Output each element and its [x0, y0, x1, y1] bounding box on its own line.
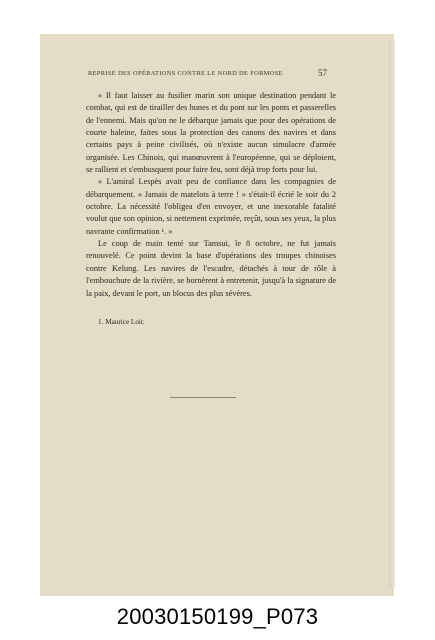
- page-number: 57: [318, 68, 327, 78]
- footnote: 1. Maurice Loir.: [98, 318, 145, 326]
- paragraph-1: « Il faut laisser au fusilier marin son unique destination pendant le combat, qui est de tirailler des hunes et du pont sur les ponts et passerelles de l'ennemi. Mais qu'on ne le débarque jamais que pour des opérations de courte haleine, faites sous la protection des canons des navires et dans certains pays à peine civilisés, où n'existe aucun simulacre d'armée organisée. Les Chinois, qui manœuvrent à l'européenne, qui se déploient, se rallient et s'embusquent pour faire feu, sont déjà trop forts pour lui.: [86, 91, 336, 175]
- body-text: [86, 90, 336, 300]
- page-edge: [389, 40, 395, 588]
- image-caption: 20030150199_P073: [116, 604, 319, 629]
- paragraph-2: « L'amiral Lespès avait peu de confiance dans les compagnies de débarquement. « Jamais de matelots à terre ! » s'était-il écrié le soir du 2 octobre. La nécessité l'obligea d'en envoyer, et une inexorable fatalité voulut que son opinion, si nettement exprimée, reçût, sous ses yeux, la plus navrante confirmation ¹. »: [86, 177, 336, 236]
- separator-rule: [170, 397, 236, 398]
- running-head: REPRISE DES OPÉRATIONS CONTRE LE NORD DE FORMOSE: [88, 70, 283, 77]
- paragraph-3: Le coup de main tenté sur Tamsui, le 8 octobre, ne fut jamais renouvelé. Ce point devint la base d'opérations des troupes chinoises contre Kelung. Les navires de l'escadre, détachés à tour de rôle à l'embouchure de la rivière, se bornèrent à entretenir, jusqu'à la signature de la paix, devant le port, un blocus des plus sévères.: [86, 239, 336, 298]
